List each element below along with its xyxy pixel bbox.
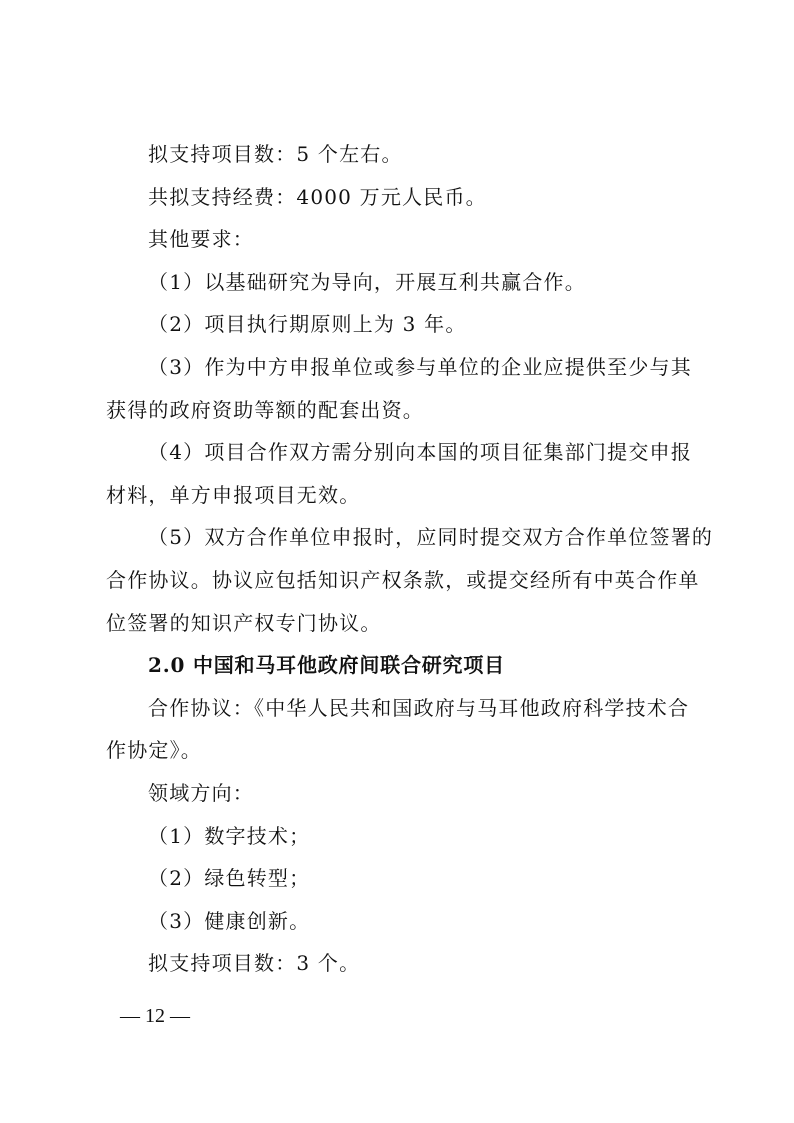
text-line: （2）绿色转型；: [148, 866, 311, 891]
text-line: （1）数字技术；: [148, 823, 311, 848]
text-line: （3）健康创新。: [148, 908, 311, 933]
text-line: 合作协议：《中华人民共和国政府与马耳他政府科学技术合: [148, 695, 690, 720]
text-line: 获得的政府资助等额的配套出资。: [106, 397, 424, 422]
section-heading: 2.0 中国和马耳他政府间联合研究项目: [148, 653, 505, 678]
text-line: （5）双方合作单位申报时，应同时提交双方合作单位签署的: [148, 525, 714, 550]
text-line: 材料，单方申报项目无效。: [106, 482, 361, 507]
text-line: 位签署的知识产权专门协议。: [106, 610, 382, 635]
text-line: （4）项目合作双方需分别向本国的项目征集部门提交申报: [148, 440, 692, 465]
text-line: （2）项目执行期原则上为 3 年。: [148, 312, 467, 337]
body-text: [106, 133, 714, 985]
text-line: （3）作为中方申报单位或参与单位的企业应提供至少与其: [148, 354, 692, 379]
text-line: 作协定》。: [106, 738, 202, 763]
text-line: 合作协议。协议应包括知识产权条款，或提交经所有中英合作单: [106, 567, 700, 592]
text-line: 领域方向：: [148, 780, 254, 805]
text-line: （1）以基础研究为导向，开展互利共赢合作。: [148, 269, 586, 294]
text-line: 其他要求：: [148, 227, 254, 252]
page-number: — 12 —: [120, 1005, 190, 1027]
text-line: 拟支持项目数：5 个左右。: [148, 142, 403, 166]
text-line: 共拟支持经费：4000 万元人民币。: [148, 184, 487, 209]
text-line: 拟支持项目数：3 个。: [148, 951, 361, 976]
